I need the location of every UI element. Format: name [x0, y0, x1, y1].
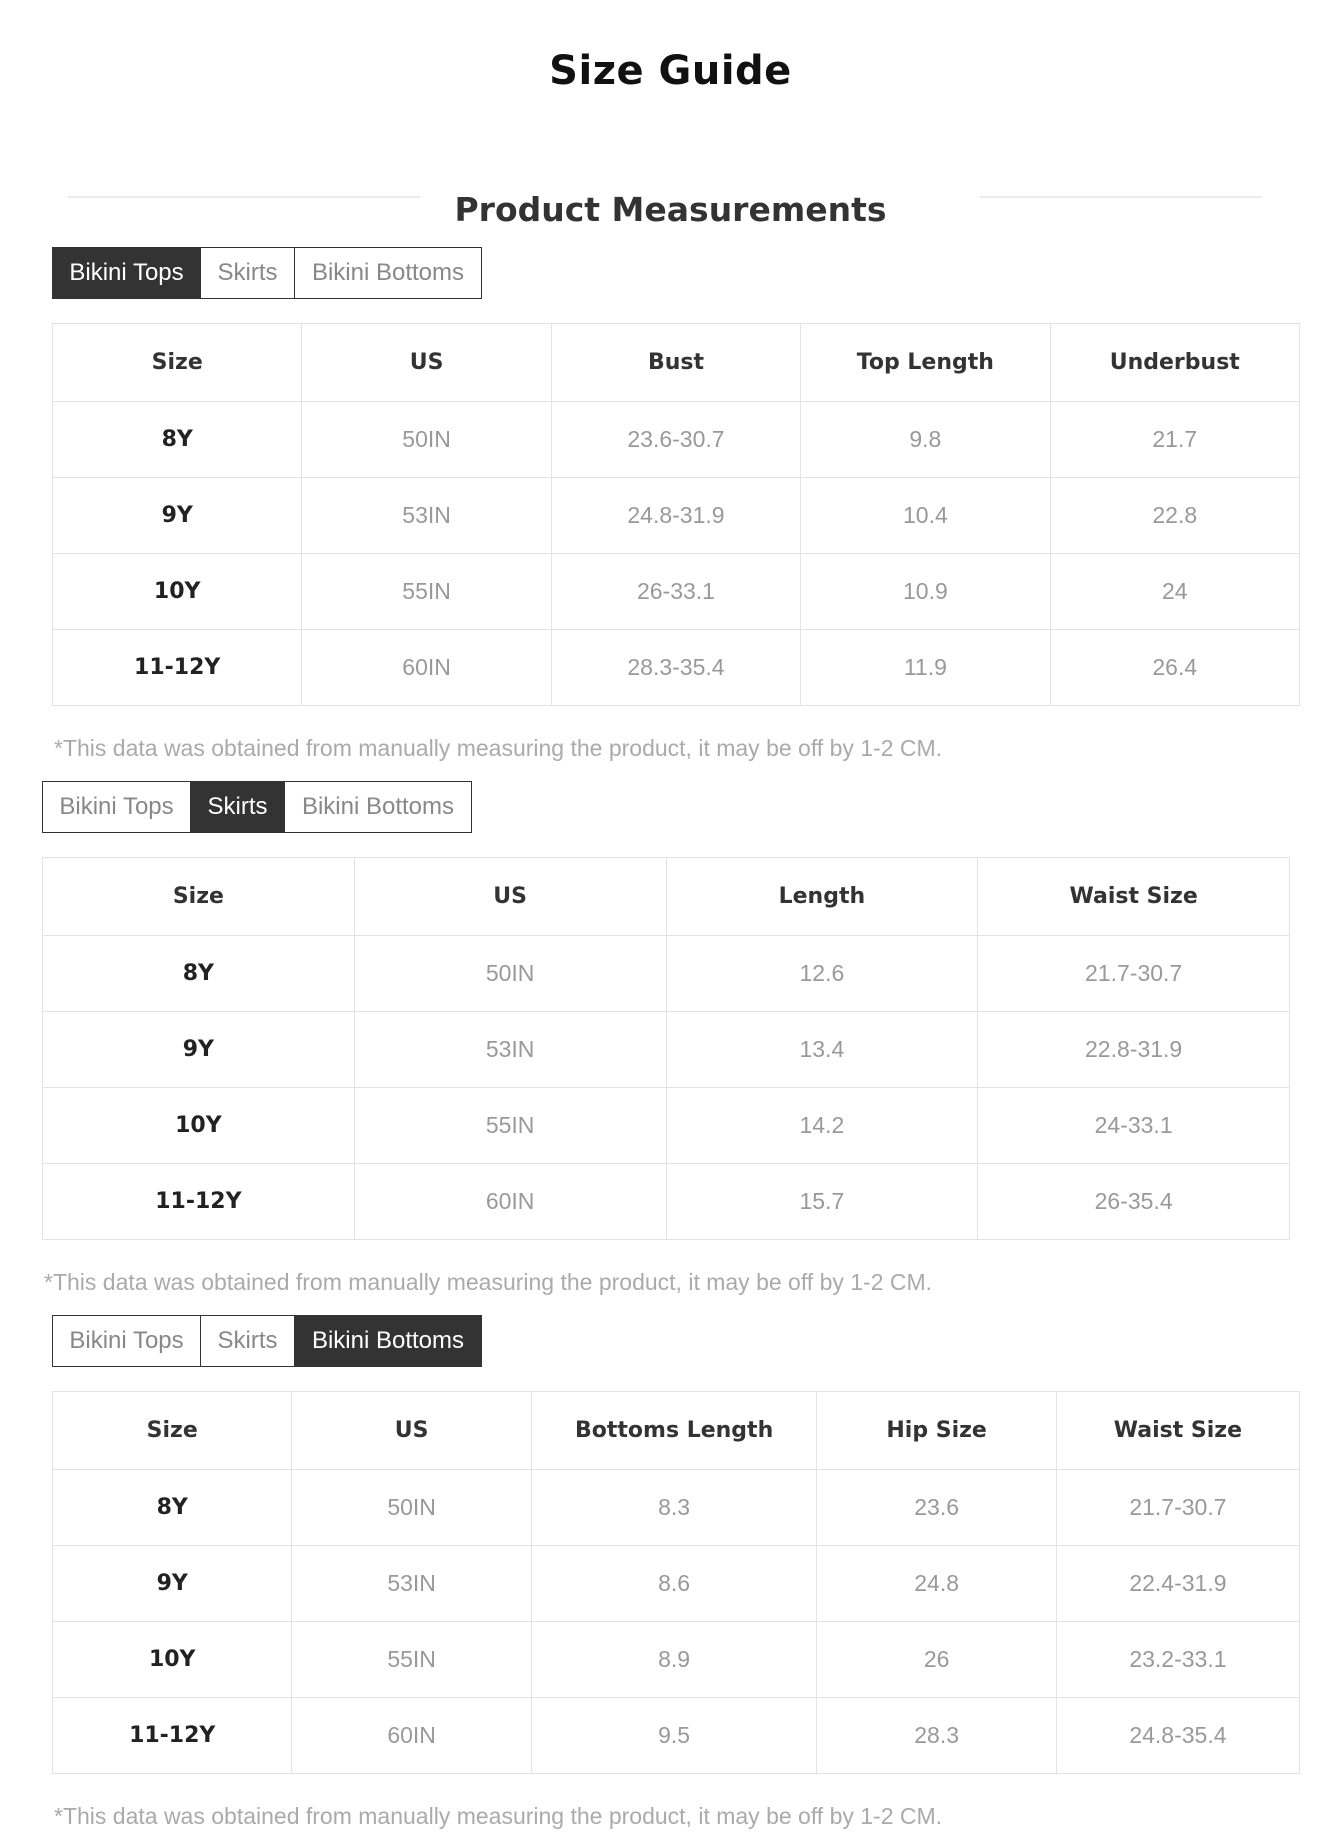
- column-header: Bottoms Length: [531, 1392, 817, 1470]
- column-header: Length: [666, 858, 978, 936]
- tab-bikini-bottoms[interactable]: Bikini Bottoms: [311, 259, 465, 286]
- table-cell: 50IN: [354, 936, 666, 1012]
- table-header-row: [43, 858, 1290, 936]
- size-cell: 10Y: [43, 1088, 355, 1164]
- tab-bikini-tops[interactable]: Bikini Tops: [53, 248, 201, 298]
- table-cell: 26-33.1: [551, 554, 800, 630]
- tab-bikini-bottoms[interactable]: Bikini Bottoms: [295, 1316, 481, 1366]
- column-header: US: [302, 324, 551, 402]
- table-cell: 50IN: [292, 1470, 531, 1546]
- table-row: [43, 1012, 1290, 1088]
- tab-bar: [52, 1315, 482, 1367]
- size-cell: 8Y: [43, 936, 355, 1012]
- table-header-row: [53, 324, 1300, 402]
- table-row: [43, 1164, 1290, 1240]
- measurement-note: *This data was obtained from manually measuring the product, it may be off by 1-2 CM.: [44, 1269, 933, 1295]
- table-cell: 21.7: [1050, 402, 1299, 478]
- table-cell: 10.4: [801, 478, 1050, 554]
- tab-bikini-tops[interactable]: Bikini Tops: [43, 782, 191, 832]
- size-cell: 11-12Y: [53, 1698, 292, 1774]
- column-header: Bust: [551, 324, 800, 402]
- size-cell: 8Y: [53, 1470, 292, 1546]
- column-header: Waist Size: [978, 858, 1290, 936]
- table-cell: 60IN: [302, 630, 551, 706]
- measurement-note: *This data was obtained from manually measuring the product, it may be off by 1-2 CM.: [54, 735, 943, 761]
- table-cell: 22.4-31.9: [1056, 1546, 1299, 1622]
- section-heading: Product Measurements: [454, 190, 887, 229]
- tab-skirts[interactable]: Skirts: [201, 248, 295, 298]
- tab-bikini-bottoms[interactable]: Bikini Bottoms: [301, 793, 455, 820]
- column-header: Top Length: [801, 324, 1050, 402]
- table-cell: 53IN: [302, 478, 551, 554]
- table-cell: 11.9: [801, 630, 1050, 706]
- table-cell: 9.5: [531, 1698, 817, 1774]
- tab-bar: [42, 781, 472, 833]
- size-cell: 9Y: [53, 1546, 292, 1622]
- table-cell: 26.4: [1050, 630, 1299, 706]
- column-header: Size: [53, 1392, 292, 1470]
- table-row: [53, 554, 1300, 630]
- table-row: [53, 402, 1300, 478]
- table-cell: 8.6: [531, 1546, 817, 1622]
- table-cell: 24.8-35.4: [1056, 1698, 1299, 1774]
- table-cell: 14.2: [666, 1088, 978, 1164]
- column-header: Size: [43, 858, 355, 936]
- table-cell: 21.7-30.7: [1056, 1470, 1299, 1546]
- size-cell: 11-12Y: [43, 1164, 355, 1240]
- table-cell: 24: [1050, 554, 1299, 630]
- table-cell: 12.6: [666, 936, 978, 1012]
- section-header: [0, 190, 1341, 240]
- table-cell: 55IN: [292, 1622, 531, 1698]
- table-cell: 55IN: [302, 554, 551, 630]
- size-table: [52, 323, 1300, 706]
- size-cell: 10Y: [53, 1622, 292, 1698]
- table-cell: 22.8-31.9: [978, 1012, 1290, 1088]
- table-row: [53, 478, 1300, 554]
- table-cell: 26: [817, 1622, 1056, 1698]
- table-cell: 24-33.1: [978, 1088, 1290, 1164]
- table-cell: 53IN: [292, 1546, 531, 1622]
- table-cell: 24.8-31.9: [551, 478, 800, 554]
- table-cell: 10.9: [801, 554, 1050, 630]
- size-cell: 8Y: [53, 402, 302, 478]
- table-cell: 28.3-35.4: [551, 630, 800, 706]
- size-table: [42, 857, 1290, 1240]
- column-header: Waist Size: [1056, 1392, 1299, 1470]
- column-header: Underbust: [1050, 324, 1299, 402]
- table-cell: 21.7-30.7: [978, 936, 1290, 1012]
- table-cell: 60IN: [292, 1698, 531, 1774]
- size-cell: 10Y: [53, 554, 302, 630]
- measurement-note: *This data was obtained from manually measuring the product, it may be off by 1-2 CM.: [54, 1803, 943, 1829]
- table-row: [53, 1698, 1300, 1774]
- tab-skirts[interactable]: Skirts: [201, 1316, 295, 1366]
- table-cell: 28.3: [817, 1698, 1056, 1774]
- table-cell: 9.8: [801, 402, 1050, 478]
- table-row: [43, 1088, 1290, 1164]
- table-cell: 24.8: [817, 1546, 1056, 1622]
- column-header: US: [354, 858, 666, 936]
- table-cell: 53IN: [354, 1012, 666, 1088]
- tab-bikini-tops[interactable]: Bikini Tops: [53, 1316, 201, 1366]
- table-header-row: [53, 1392, 1300, 1470]
- size-cell: 11-12Y: [53, 630, 302, 706]
- table-cell: 23.6-30.7: [551, 402, 800, 478]
- table-cell: 22.8: [1050, 478, 1299, 554]
- tab-skirts[interactable]: Skirts: [191, 782, 285, 832]
- column-header: Size: [53, 324, 302, 402]
- table-row: [53, 630, 1300, 706]
- size-table: [52, 1391, 1300, 1774]
- size-cell: 9Y: [53, 478, 302, 554]
- table-cell: 23.2-33.1: [1056, 1622, 1299, 1698]
- table-cell: 60IN: [354, 1164, 666, 1240]
- table-row: [53, 1470, 1300, 1546]
- table-cell: 26-35.4: [978, 1164, 1290, 1240]
- table-cell: 8.3: [531, 1470, 817, 1546]
- table-cell: 13.4: [666, 1012, 978, 1088]
- table-cell: 50IN: [302, 402, 551, 478]
- table-cell: 23.6: [817, 1470, 1056, 1546]
- tab-bar: [52, 247, 482, 299]
- table-row: [43, 936, 1290, 1012]
- column-header: Hip Size: [817, 1392, 1056, 1470]
- table-cell: 55IN: [354, 1088, 666, 1164]
- page-title: Size Guide: [549, 48, 792, 94]
- column-header: US: [292, 1392, 531, 1470]
- table-cell: 15.7: [666, 1164, 978, 1240]
- table-cell: 8.9: [531, 1622, 817, 1698]
- table-row: [53, 1546, 1300, 1622]
- size-cell: 9Y: [43, 1012, 355, 1088]
- table-row: [53, 1622, 1300, 1698]
